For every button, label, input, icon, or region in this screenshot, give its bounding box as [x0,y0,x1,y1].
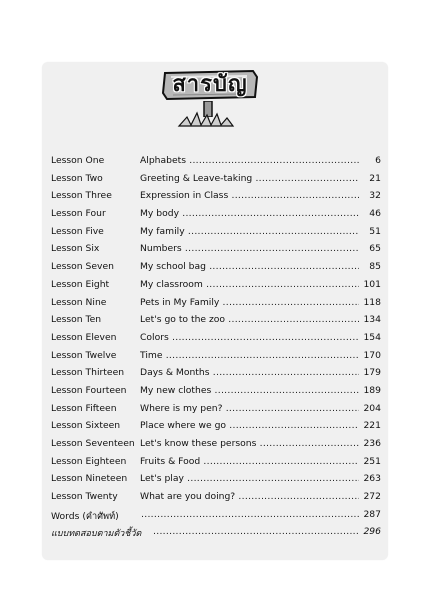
lesson-number: Lesson Four [51,208,106,220]
table-of-contents [51,155,381,544]
lesson-topic: What are you doing? ..... [140,491,359,502]
toc-row [51,243,381,261]
toc-row [51,226,381,244]
toc-row [51,403,381,421]
lesson-topic: Where is my pen? ..... [140,403,359,414]
toc-row [51,456,381,474]
toc-row [51,208,381,226]
toc-row [51,385,381,403]
lesson-topic: My classroom ..... [140,279,359,290]
lesson-number: Lesson Two [51,172,103,184]
lesson-topic: Place where we go ..... [140,420,359,431]
lesson-topic: Numbers ..... [140,243,359,254]
toc-row [51,173,381,191]
page-number: 46 [369,208,381,220]
page-number: 189 [363,384,381,396]
toc-row [51,261,381,279]
lesson-topic: My body ..... [140,208,359,219]
toc-row [51,491,381,509]
page-number: 251 [363,455,381,467]
lesson-number: Lesson Fourteen [51,384,127,396]
toc-row-words [51,509,381,527]
lesson-topic: Let's go to the zoo ..... [140,314,359,325]
lesson-topic: Fruits & Food ..... [140,456,359,467]
toc-row [51,297,381,315]
page-number: 85 [369,261,381,273]
page-number: 51 [369,225,381,237]
words-label: Words (คำศัพท์) [51,510,119,522]
page-number: 101 [363,278,381,290]
lesson-topic: Let's play ..... [140,473,359,484]
page-number: 32 [369,190,381,202]
page-number: 21 [369,172,381,184]
toc-row [51,473,381,491]
lesson-number: Lesson Thirteen [51,367,125,379]
lesson-number: Lesson Seventeen [51,438,135,449]
lesson-number: Lesson Eleven [51,331,117,343]
grass-icon [177,111,235,127]
lesson-topic: Expression in Class ..... [140,190,359,201]
toc-row [51,190,381,208]
dot-leader [141,509,359,520]
lesson-number: Lesson One [51,155,105,166]
lesson-topic: My new clothes ..... [140,385,359,396]
lesson-number: Lesson Ten [51,314,102,326]
lesson-number: Lesson Five [51,225,104,237]
page-number: 6 [375,155,381,166]
page-number: 118 [363,296,381,308]
lesson-topic: Pets in My Family ..... [140,297,359,308]
lesson-topic: My family ..... [140,226,359,237]
lesson-number: Lesson Nine [51,296,107,308]
lesson-number: Lesson Eighteen [51,455,127,467]
page-number: 65 [369,243,381,255]
lesson-topic: Alphabets ..... [140,155,359,166]
lesson-topic: Let's know these persons ..... [140,438,359,449]
page-number: 179 [363,367,381,379]
toc-row-assessment [51,526,381,544]
toc-row [51,350,381,368]
lesson-number: Lesson Nineteen [51,473,128,485]
assessment-label: แบบทดสอบตามตัวชี้วัด [51,529,142,540]
lesson-number: Lesson Twelve [51,349,117,361]
lesson-number: Lesson Sixteen [51,420,121,432]
page-number: 236 [363,438,381,449]
dot-leader [153,526,359,537]
toc-row [51,438,381,456]
title-sign [155,67,275,129]
toc-row [51,279,381,297]
lesson-number: Lesson Twenty [51,491,118,503]
page-number: 134 [363,314,381,326]
lesson-topic: Colors ..... [140,332,359,343]
page-number: 263 [363,473,381,485]
page-number: 296 [363,526,381,538]
page-title: สารบัญ [172,72,248,97]
page-number: 154 [363,331,381,343]
toc-row [51,155,381,173]
page-number: 287 [363,508,381,520]
lesson-topic: Greeting & Leave-taking ..... [140,173,359,184]
toc-row [51,314,381,332]
lesson-number: Lesson Three [51,190,112,202]
lesson-number: Lesson Fifteen [51,402,117,414]
lesson-number: Lesson Six [51,243,100,255]
page-number: 221 [363,420,381,432]
lesson-number: Lesson Eight [51,278,110,290]
lesson-number: Lesson Seven [51,261,114,273]
lesson-topic: Time ..... [140,350,359,361]
lesson-topic: My school bag ..... [140,261,359,272]
toc-row [51,420,381,438]
toc-row [51,332,381,350]
toc-row [51,367,381,385]
page-number: 204 [363,402,381,414]
lesson-topic: Days & Months ..... [140,367,359,378]
page-number: 272 [363,491,381,503]
page-number: 170 [363,349,381,361]
